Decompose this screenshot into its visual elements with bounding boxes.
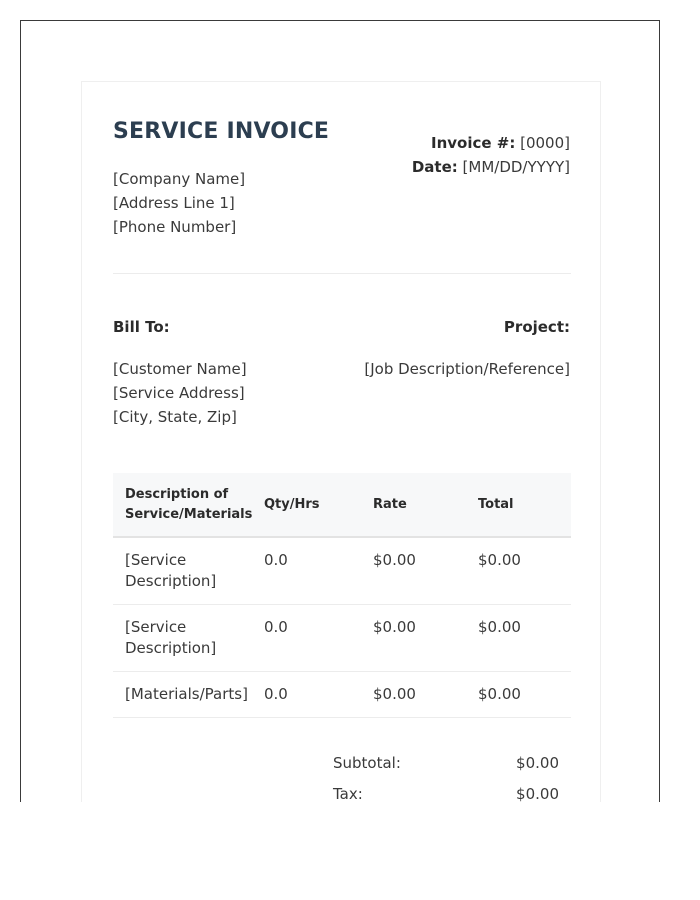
cell-qty: 0.0	[252, 672, 361, 718]
table-header-row	[113, 473, 571, 537]
column-header-description: Description of Service/Materials	[113, 473, 252, 537]
cell-description: [Service Description]	[113, 537, 252, 605]
cell-total: $0.00	[466, 605, 571, 672]
tax-label: Tax:	[333, 785, 363, 802]
column-header-qty: Qty/Hrs	[252, 473, 361, 537]
company-info	[113, 167, 245, 239]
cell-rate: $0.00	[361, 537, 466, 605]
cell-description: [Service Description]	[113, 605, 252, 672]
invoice-date-value: [MM/DD/YYYY]	[462, 158, 570, 176]
subtotal-value: $0.00	[516, 754, 559, 772]
column-header-total: Total	[466, 473, 571, 537]
customer-address: [Service Address]	[113, 384, 245, 402]
customer-name: [Customer Name]	[113, 360, 247, 378]
invoice-sheet	[81, 81, 601, 802]
totals-section	[333, 753, 559, 802]
invoice-date-label: Date:	[411, 158, 458, 176]
subtotal-label: Subtotal:	[333, 754, 401, 772]
project-description: [Job Description/Reference]	[364, 360, 570, 378]
subtotal-row	[333, 753, 559, 784]
bill-to-label: Bill To:	[113, 318, 170, 336]
project-label: Project:	[503, 318, 570, 336]
cell-total: $0.00	[466, 672, 571, 718]
invoice-date	[412, 155, 570, 179]
customer-city: [City, State, Zip]	[113, 408, 237, 426]
document-frame	[20, 20, 660, 802]
project-details	[364, 357, 570, 381]
cell-qty: 0.0	[252, 537, 361, 605]
cell-qty: 0.0	[252, 605, 361, 672]
company-name: [Company Name]	[113, 170, 246, 188]
cell-description: [Materials/Parts]	[113, 672, 252, 718]
invoice-number	[412, 131, 570, 155]
invoice-number-value: [0000]	[520, 134, 570, 152]
invoice-meta	[412, 131, 570, 179]
tax-value: $0.00	[516, 785, 559, 802]
invoice-number-label: Invoice #:	[430, 134, 516, 152]
tax-row	[333, 784, 559, 802]
cell-rate: $0.00	[361, 605, 466, 672]
invoice-title: SERVICE INVOICE	[113, 119, 330, 144]
line-items-table	[113, 473, 571, 718]
table-row	[113, 605, 571, 672]
header-divider	[113, 273, 571, 274]
company-phone: [Phone Number]	[113, 218, 237, 236]
bill-to-details	[113, 357, 247, 429]
table-row	[113, 537, 571, 605]
column-header-rate: Rate	[361, 473, 466, 537]
table-row	[113, 672, 571, 718]
cell-rate: $0.00	[361, 672, 466, 718]
company-address: [Address Line 1]	[113, 194, 235, 212]
cell-total: $0.00	[466, 537, 571, 605]
